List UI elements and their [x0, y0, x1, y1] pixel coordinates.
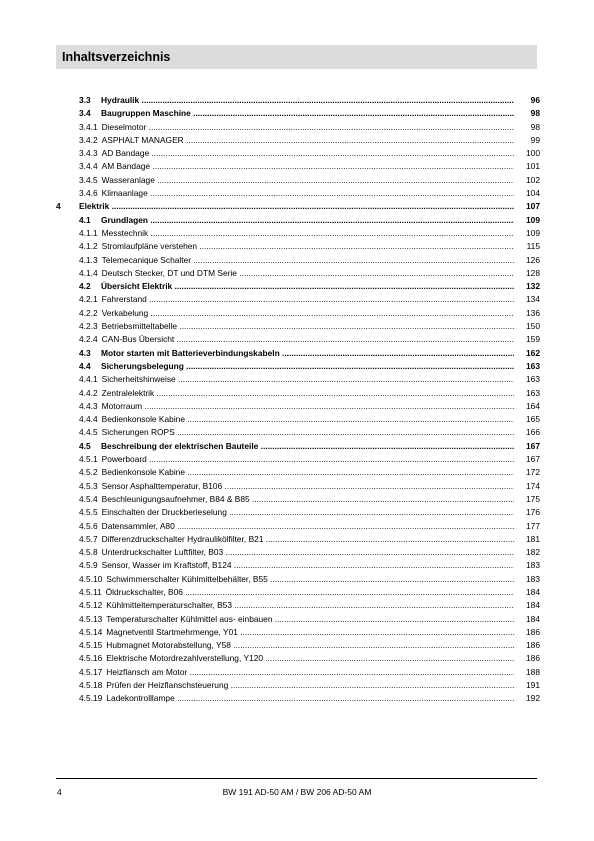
toc-entry-page: 184 — [526, 586, 540, 597]
toc-entry[interactable] — [56, 307, 540, 320]
toc-entry[interactable] — [56, 214, 540, 227]
toc-entry[interactable] — [56, 506, 540, 519]
toc-entry-text — [79, 613, 514, 626]
toc-entry-text — [79, 453, 514, 466]
toc-entry[interactable] — [56, 586, 540, 599]
toc-entry-text — [79, 626, 514, 639]
toc-entry-title: Magnetventil Startmehrmenge, Y01 — [106, 626, 238, 637]
toc-entry-text — [79, 347, 514, 360]
footer-page-number: 4 — [57, 787, 62, 797]
toc-entry-text — [79, 639, 514, 652]
toc-entry-page: 96 — [530, 95, 540, 105]
toc-entry[interactable] — [56, 559, 540, 572]
toc-entry[interactable] — [56, 240, 540, 253]
toc-entry[interactable] — [56, 347, 540, 360]
toc-entry-number: 4.5.13 — [79, 613, 103, 624]
toc-entry-page: 177 — [526, 520, 540, 531]
toc-entry[interactable] — [56, 293, 540, 306]
toc-entry[interactable] — [56, 147, 540, 160]
toc-entry-number: 4.4.3 — [79, 400, 98, 411]
toc-entry-text — [79, 573, 514, 586]
toc-entry-title: Prüfen der Heizflanschsteuerung — [106, 680, 229, 691]
toc-entry-number: 4.5.19 — [79, 693, 103, 704]
toc-entry-number: 4.5.14 — [79, 626, 103, 637]
toc-entry-number: 4.5.8 — [79, 547, 98, 558]
toc-entry-title: Differenzdruckschalter Hydraulikölfilter, B21 — [101, 533, 264, 544]
toc-entry-number: 4.2 — [79, 281, 91, 292]
toc-entry-title: Verkabelung — [101, 307, 149, 318]
toc-entry[interactable] — [56, 187, 540, 200]
toc-entry-text — [79, 254, 514, 267]
toc-entry[interactable] — [56, 626, 540, 639]
toc-entry-page: 100 — [526, 148, 540, 159]
toc-entry-number: 4 — [56, 201, 61, 212]
toc-entry-title: AD Bandage — [101, 148, 150, 159]
toc-entry-number: 4.4.2 — [79, 387, 98, 398]
toc-entry-number: 4.1 — [79, 214, 91, 225]
toc-entry-title: Kühlmitteltemperaturschalter, B53 — [106, 600, 232, 611]
toc-entry-number: 4.1.1 — [79, 227, 98, 238]
toc-entry-text — [79, 599, 514, 612]
toc-entry-title: Elektrik — [79, 201, 110, 212]
toc-entry-title: Telemecanique Schalter — [101, 254, 192, 265]
toc-entry-number: 4.5.12 — [79, 600, 103, 611]
toc-entry-page: 163 — [526, 374, 540, 385]
toc-entry-text — [79, 373, 514, 386]
toc-entry-number: 4.5.1 — [79, 454, 98, 465]
toc-entry-number: 4.5.5 — [79, 507, 98, 518]
toc-entry-title: Sicherheitshinweise — [101, 374, 176, 385]
toc-entry-text — [79, 533, 514, 546]
toc-entry[interactable] — [56, 692, 540, 705]
toc-entry-text — [79, 121, 514, 134]
toc-entry-number: 4.2.2 — [79, 307, 98, 318]
toc-entry-page: 163 — [526, 387, 540, 398]
toc-entry-title: Powerboard — [101, 454, 147, 465]
toc-entry[interactable] — [56, 520, 540, 533]
toc-entry-text — [79, 267, 514, 280]
toc-entry-page: 163 — [526, 360, 540, 371]
toc-entry-text — [79, 506, 514, 519]
toc-entry-text — [79, 413, 514, 426]
toc-entry-title: Betriebsmitteltabelle — [101, 321, 178, 332]
toc-entry[interactable] — [56, 373, 540, 386]
toc-entry-number: 4.4.1 — [79, 374, 98, 385]
toc-entry-text — [79, 214, 514, 227]
toc-entry[interactable] — [56, 254, 540, 267]
toc-entry-text — [79, 293, 514, 306]
toc-entry-number: 4.2.3 — [79, 321, 98, 332]
toc-entry-text — [79, 493, 514, 506]
toc-entry[interactable] — [56, 360, 540, 373]
toc-entry-title: Sicherungsbelegung — [101, 360, 184, 371]
toc-entry-page: 183 — [526, 560, 540, 571]
toc-entry-number: 4.1.2 — [79, 241, 98, 252]
toc-entry-page: 184 — [526, 600, 540, 611]
toc-entry-number: 4.5.7 — [79, 533, 98, 544]
toc-entry-page: 126 — [526, 254, 540, 265]
toc-entry-title: Bedienkonsole Kabine — [101, 414, 185, 425]
toc-entry-page: 115 — [526, 241, 540, 252]
toc-entry-title: Einschalten der Druckberieselung — [101, 507, 227, 518]
toc-entry[interactable] — [56, 227, 540, 240]
toc-entry-page: 175 — [526, 493, 540, 504]
toc-entry-title: Fahrerstand — [101, 294, 147, 305]
toc-entry-number: 4.5.9 — [79, 560, 98, 571]
toc-entry-text — [79, 679, 514, 692]
toc-entry-title: ASPHALT MANAGER — [101, 134, 184, 145]
toc-entry-page: 98 — [530, 108, 540, 119]
toc-entry-title: Sensor, Wasser im Kraftstoff, B124 — [101, 560, 232, 571]
toc-entry-title: Zentralelektrik — [101, 387, 155, 398]
toc-entry-text — [79, 187, 514, 200]
toc-entry-title: Unterdruckschalter Luftfilter, B03 — [101, 547, 224, 558]
toc-entry-title: Stromlaufpläne verstehen — [101, 241, 198, 252]
toc-entry-page: 188 — [526, 666, 540, 677]
toc-entry-number: 4.5.15 — [79, 640, 103, 651]
toc-entry[interactable] — [56, 493, 540, 506]
toc-entry-page: 176 — [526, 507, 540, 518]
toc-entry-title: Datensammler, A80 — [101, 520, 175, 531]
toc-entry-title: AM Bandage — [101, 161, 151, 172]
toc-entry-page: 165 — [526, 414, 540, 425]
toc-entry[interactable] — [56, 666, 540, 679]
toc-entry-number: 4.5.16 — [79, 653, 103, 664]
toc-entry-page: 186 — [526, 653, 540, 664]
toc-entry[interactable] — [56, 94, 540, 107]
toc-entry-number: 3.4.5 — [79, 174, 98, 185]
toc-entry-title: Motor starten mit Batterieverbindungskabeln — [101, 347, 280, 358]
toc-entry-page: 162 — [526, 347, 540, 358]
toc-entry-page: 191 — [526, 680, 540, 691]
toc-entry[interactable] — [56, 533, 540, 546]
toc-entry-title: Heizflansch am Motor — [106, 666, 188, 677]
toc-entry-page: 109 — [526, 214, 540, 225]
toc-entry-title: Deutsch Stecker, DT und DTM Serie — [101, 267, 237, 278]
toc-entry-number: 4.2.1 — [79, 294, 98, 305]
toc-entry-text — [79, 360, 514, 373]
toc-entry-title: CAN-Bus Übersicht — [101, 334, 175, 345]
toc-entry-title: Übersicht Elektrik — [101, 281, 173, 292]
toc-entry-text — [79, 333, 514, 346]
toc-entry-number: 4.5.2 — [79, 467, 98, 478]
toc-chapter-entry[interactable] — [56, 200, 540, 213]
toc-entry-page: 166 — [526, 427, 540, 438]
toc-entry-page: 150 — [526, 321, 540, 332]
toc-entry-page: 109 — [526, 227, 540, 238]
toc-entry[interactable] — [56, 466, 540, 479]
toc-entry-page: 132 — [526, 281, 540, 292]
toc-entry-number: 4.5.11 — [79, 586, 102, 597]
toc-entry[interactable] — [56, 599, 540, 612]
toc-entry-number: 4.5.3 — [79, 480, 98, 491]
toc-entry-page: 107 — [526, 201, 540, 212]
toc-entry-page: 159 — [526, 334, 540, 345]
toc-entry-number: 3.4.2 — [79, 134, 98, 145]
toc-entry-number: 4.5.18 — [79, 680, 103, 691]
toc-entry-title: Elektrische Motordrezahlverstellung, Y120 — [106, 653, 264, 664]
toc-entry-text — [79, 586, 514, 599]
toc-entry-text — [79, 480, 514, 493]
table-of-contents — [56, 94, 540, 706]
toc-entry-page: 136 — [526, 307, 540, 318]
toc-entry-page: 101 — [526, 161, 540, 172]
toc-entry-text — [79, 666, 514, 679]
toc-entry-text — [79, 400, 514, 413]
toc-entry[interactable] — [56, 426, 540, 439]
toc-entry-text — [79, 559, 514, 572]
toc-entry-text — [79, 134, 514, 147]
toc-entry[interactable] — [56, 387, 540, 400]
toc-entry-text — [79, 227, 514, 240]
toc-entry-text — [79, 652, 514, 665]
toc-entry-text — [79, 94, 514, 107]
toc-entry-title: Baugruppen Maschine — [101, 108, 191, 119]
toc-entry-number: 4.5 — [79, 440, 91, 451]
toc-entry-number: 3.4 — [79, 108, 91, 119]
toc-entry-title: Motorraum — [101, 400, 143, 411]
toc-entry-page: 164 — [526, 400, 540, 411]
toc-entry-text — [79, 280, 514, 293]
toc-entry-number: 4.3 — [79, 347, 91, 358]
toc-entry-title: Sicherungen ROPS — [101, 427, 175, 438]
toc-entry-page: 192 — [526, 693, 540, 704]
toc-entry-title: Bedienkonsole Kabine — [101, 467, 185, 478]
toc-entry[interactable] — [56, 400, 540, 413]
page-title: Inhaltsverzeichnis — [62, 50, 171, 64]
toc-entry-number: 3.4.1 — [79, 121, 98, 132]
footer-divider — [56, 778, 537, 779]
toc-entry[interactable] — [56, 320, 540, 333]
toc-entry-number: 4.4 — [79, 360, 91, 371]
toc-entry-text — [79, 200, 514, 213]
toc-entry-number: 4.5.10 — [79, 573, 103, 584]
toc-entry[interactable] — [56, 679, 540, 692]
toc-entry-text — [79, 240, 514, 253]
toc-entry-number: 3.4.4 — [79, 161, 98, 172]
toc-entry-title: Klimaanlage — [101, 188, 148, 199]
toc-entry-page: 128 — [526, 267, 540, 278]
toc-entry-title: Öldruckschalter, B06 — [105, 586, 183, 597]
toc-entry[interactable] — [56, 121, 540, 134]
toc-entry-title: Hydraulik — [101, 95, 140, 105]
toc-entry[interactable] — [56, 134, 540, 147]
toc-entry-title: Temperaturschalter Kühlmittel aus- einbauen — [106, 613, 273, 624]
toc-entry-page: 98 — [530, 121, 540, 132]
toc-entry[interactable] — [56, 413, 540, 426]
toc-entry-title: Wasseranlage — [101, 174, 155, 185]
toc-entry-title: Sensor Asphalttemperatur, B106 — [101, 480, 223, 491]
toc-entry-text — [79, 320, 514, 333]
toc-entry[interactable] — [56, 613, 540, 626]
toc-entry-text — [79, 692, 514, 705]
toc-entry-title: Beschreibung der elektrischen Bauteile — [101, 440, 259, 451]
toc-entry-text — [79, 426, 514, 439]
toc-entry-number: 3.4.6 — [79, 188, 98, 199]
toc-entry-page: 184 — [526, 613, 540, 624]
toc-entry-text — [79, 160, 514, 173]
toc-entry-number: 4.1.3 — [79, 254, 98, 265]
toc-entry[interactable] — [56, 480, 540, 493]
toc-entry-title: Ladekontrolllampe — [106, 693, 175, 704]
toc-entry-number: 4.1.4 — [79, 267, 98, 278]
toc-entry-page: 186 — [526, 626, 540, 637]
toc-entry-page: 181 — [526, 533, 540, 544]
toc-entry-page: 182 — [526, 547, 540, 558]
toc-entry[interactable] — [56, 546, 540, 559]
footer-model-name: BW 191 AD-50 AM / BW 206 AD-50 AM — [222, 787, 372, 797]
toc-entry-page: 183 — [526, 573, 540, 584]
toc-entry-page: 102 — [526, 174, 540, 185]
toc-entry-page: 104 — [526, 188, 540, 199]
toc-entry-title: Hubmagnet Motorabstellung, Y58 — [106, 640, 231, 651]
toc-entry-number: 4.2.4 — [79, 334, 98, 345]
toc-entry-text — [79, 174, 514, 187]
toc-entry[interactable] — [56, 174, 540, 187]
toc-entry-title: Dieselmotor — [101, 121, 147, 132]
toc-entry-page: 167 — [526, 440, 540, 451]
toc-entry-title: Beschleunigungsaufnehmer, B84 & B85 — [101, 493, 250, 504]
toc-entry-text — [79, 520, 514, 533]
toc-entry-number: 4.4.4 — [79, 414, 98, 425]
toc-entry-page: 99 — [530, 134, 540, 145]
toc-entry[interactable] — [56, 440, 540, 453]
toc-entry-page: 186 — [526, 640, 540, 651]
toc-entry-page: 134 — [526, 294, 540, 305]
toc-entry-number: 3.3 — [79, 95, 91, 105]
toc-entry-text — [79, 307, 514, 320]
toc-entry[interactable] — [56, 639, 540, 652]
toc-entry-number: 4.5.6 — [79, 520, 98, 531]
section-header-bar — [56, 45, 537, 69]
toc-entry-number: 4.5.4 — [79, 493, 98, 504]
toc-entry-text — [79, 387, 514, 400]
toc-entry-page: 172 — [526, 467, 540, 478]
toc-entry-number: 3.4.3 — [79, 148, 98, 159]
toc-entry[interactable] — [56, 280, 540, 293]
toc-entry-text — [79, 466, 514, 479]
toc-entry[interactable] — [56, 107, 540, 120]
toc-entry-text — [79, 147, 514, 160]
toc-entry[interactable] — [56, 652, 540, 665]
toc-entry-number: 4.5.17 — [79, 666, 103, 677]
toc-entry-text — [79, 107, 514, 120]
toc-entry[interactable] — [56, 160, 540, 173]
toc-entry[interactable] — [56, 267, 540, 280]
toc-entry-title: Schwimmerschalter Kühlmittelbehälter, B55 — [106, 573, 268, 584]
toc-entry-title: Messtechnik — [101, 227, 149, 238]
toc-entry-page: 174 — [526, 480, 540, 491]
toc-entry[interactable] — [56, 453, 540, 466]
toc-entry-number: 4.4.5 — [79, 427, 98, 438]
toc-entry-text — [79, 546, 514, 559]
toc-entry-title: Grundlagen — [101, 214, 148, 225]
toc-entry[interactable] — [56, 333, 540, 346]
toc-entry-page: 167 — [526, 454, 540, 465]
toc-entry[interactable] — [56, 573, 540, 586]
toc-entry-text — [79, 440, 514, 453]
